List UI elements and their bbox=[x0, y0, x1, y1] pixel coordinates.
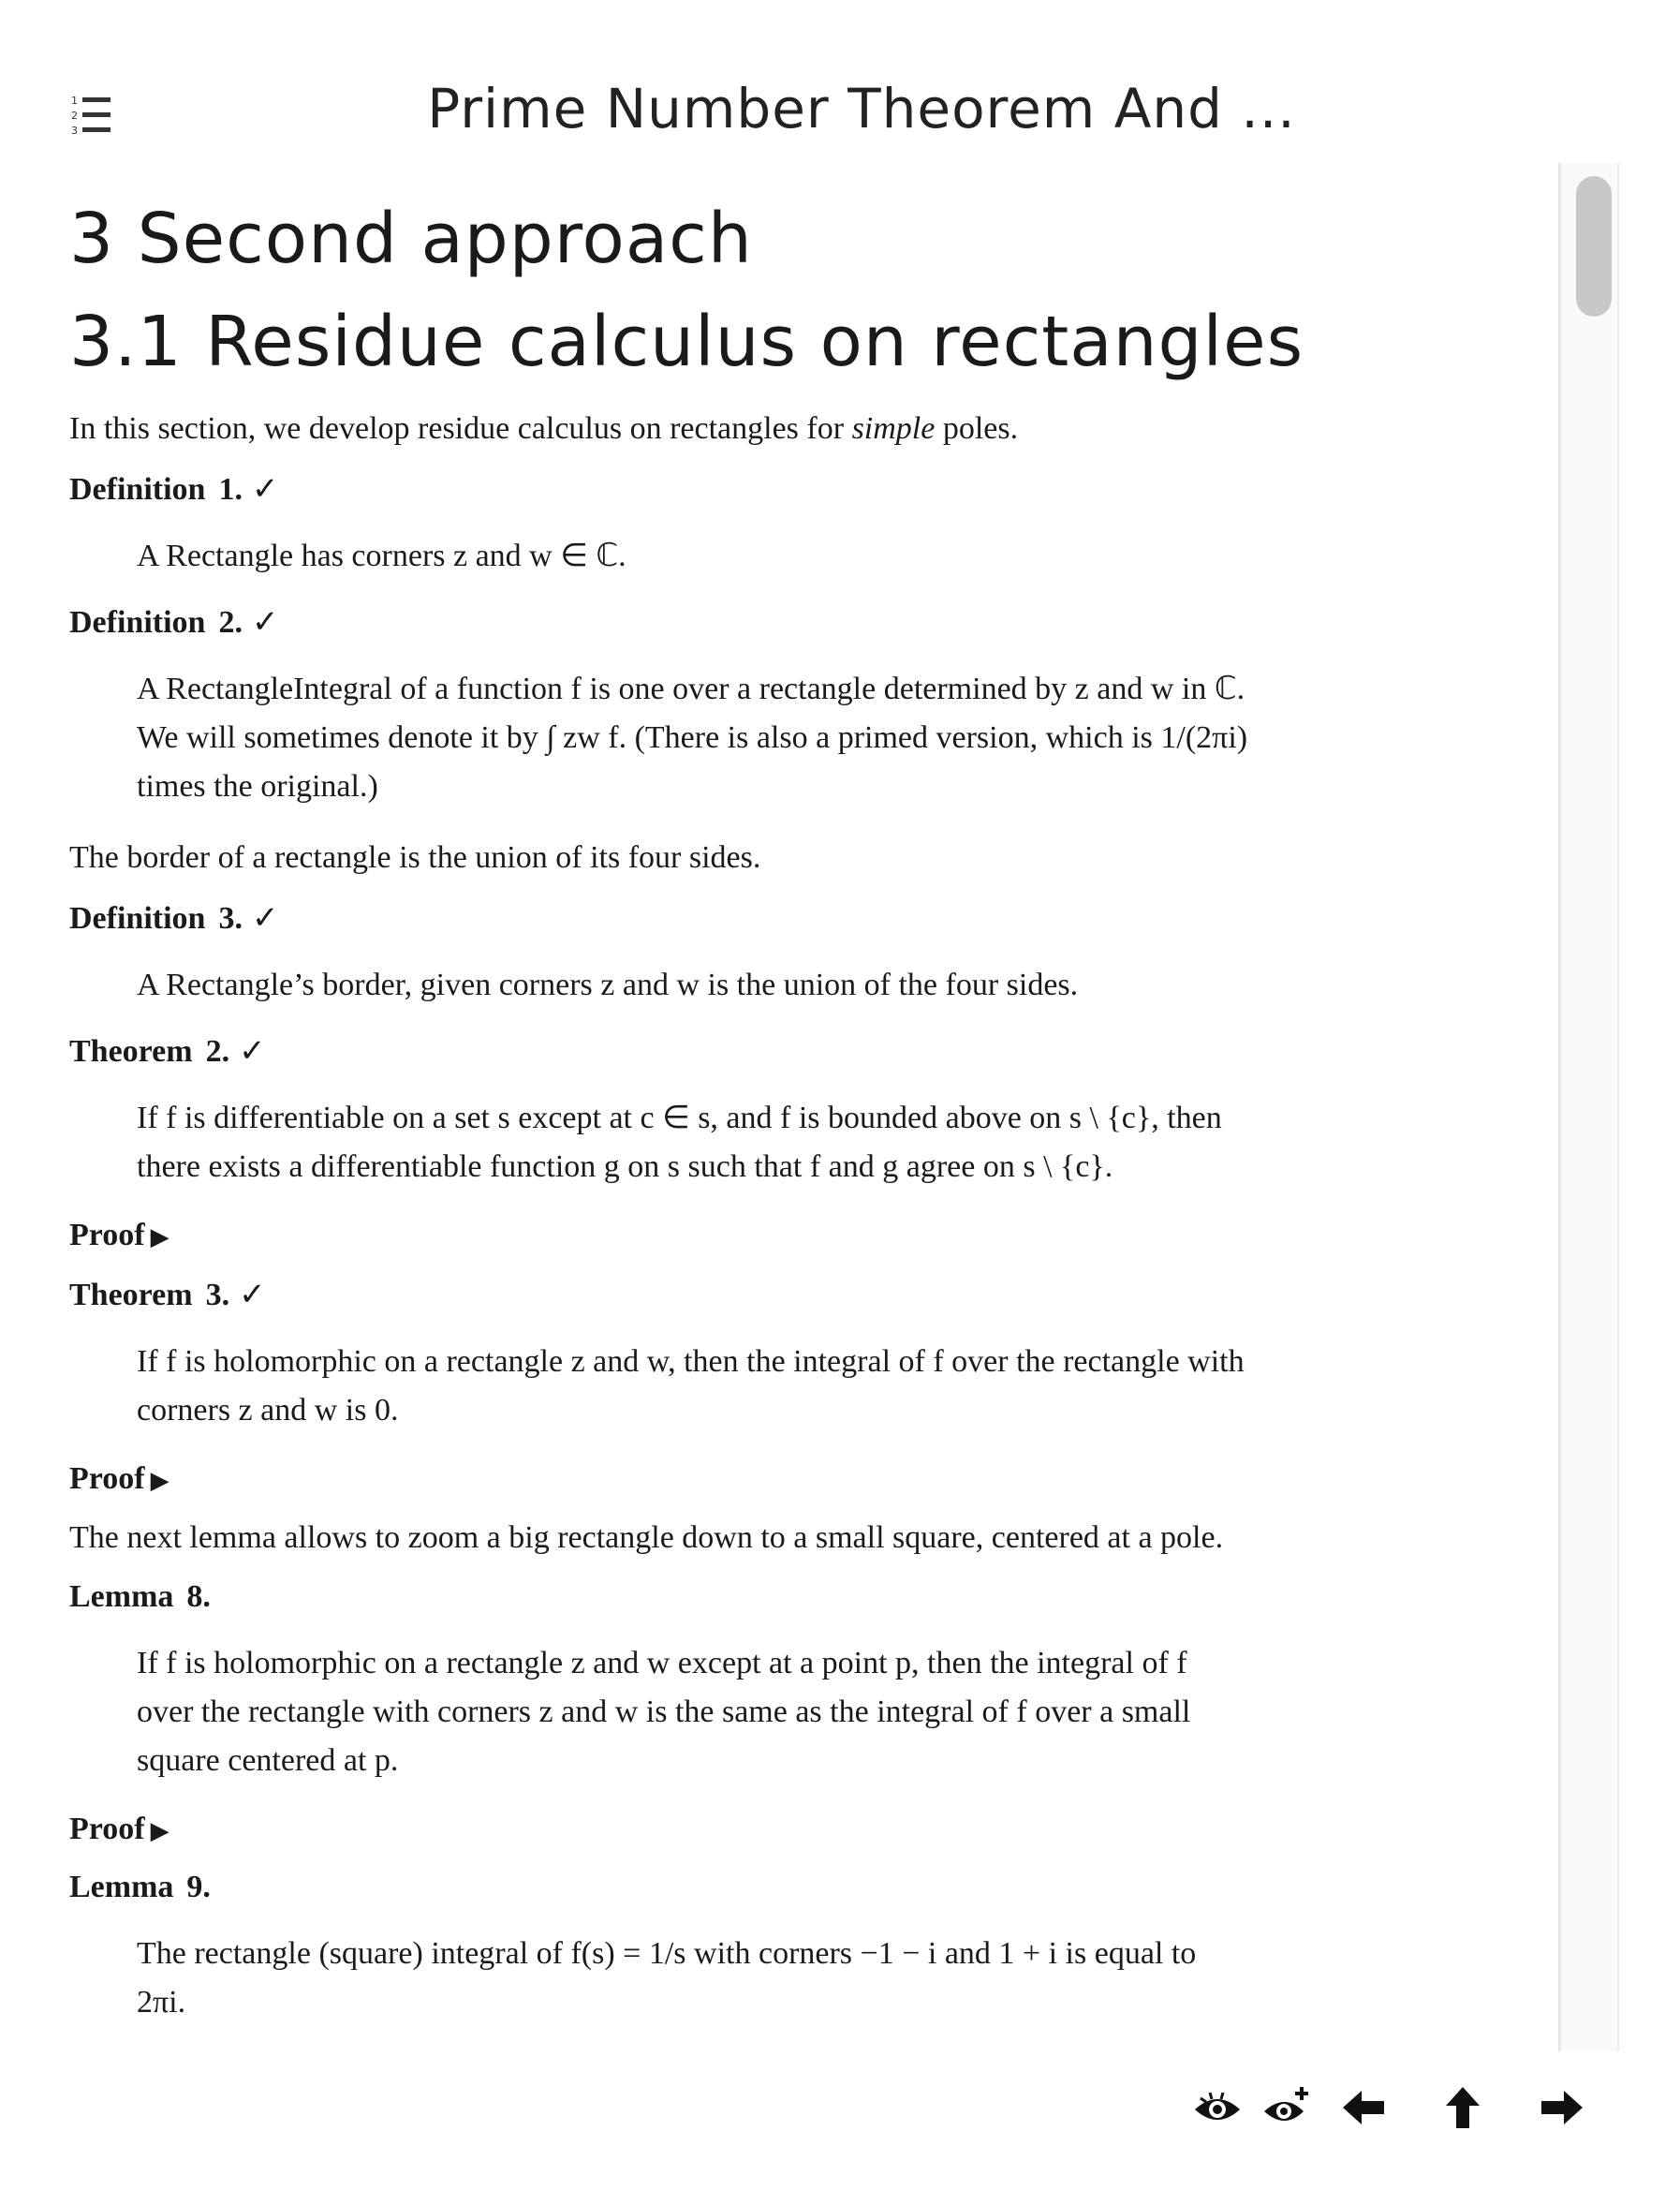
numbered-list-icon[interactable] bbox=[71, 94, 112, 137]
checkmark-icon: ✓ bbox=[251, 605, 279, 640]
bottom-nav-bar bbox=[0, 2051, 1680, 2205]
checkmark-icon: ✓ bbox=[251, 901, 279, 936]
expand-triangle-icon: ▶ bbox=[150, 1467, 169, 1494]
definition-1-body: A Rectangle has corners z and w ∈ ℂ. bbox=[137, 539, 626, 573]
checkmark-icon: ✓ bbox=[239, 1278, 266, 1312]
expand-triangle-icon: ▶ bbox=[150, 1223, 169, 1250]
proof-toggle[interactable]: Proof ▶ bbox=[69, 1812, 169, 1846]
document-title: Prime Number Theorem And ... bbox=[427, 77, 1296, 141]
lemma-9-heading: Lemma 9. bbox=[69, 1870, 211, 1904]
expand-triangle-icon: ▶ bbox=[150, 1817, 169, 1844]
toggle-notes-icon[interactable] bbox=[1260, 2081, 1313, 2134]
svg-text:3: 3 bbox=[71, 125, 78, 137]
definition-2-body: A RectangleIntegral of a function f is one over a rectangle determined by z and w in ℂ. We will sometimes denote it by ∫ zw f. (There is also a primed version, which is 1/(2πi) times the original.) bbox=[137, 672, 1248, 804]
intro-paragraph: In this section, we develop residue calculus on rectangles for simple poles. bbox=[69, 411, 1019, 446]
svg-text:2: 2 bbox=[71, 110, 78, 122]
svg-text:1: 1 bbox=[71, 95, 78, 107]
definition-3-heading: Definition 3. ✓ bbox=[69, 901, 279, 936]
theorem-2-body: If f is differentiable on a set s except at c ∈ s, and f is bounded above on s \ {c}, then there exists a differentiable function g on s such that f and g agree on s \ {c}. bbox=[137, 1101, 1222, 1184]
section-heading: 3.1 Residue calculus on rectangles bbox=[69, 302, 1304, 382]
toggle-proofs-icon[interactable] bbox=[1191, 2081, 1244, 2134]
next-arrow-icon[interactable] bbox=[1536, 2081, 1588, 2134]
zoom-paragraph: The next lemma allows to zoom a big rectangle down to a small square, centered at a pole. bbox=[69, 1520, 1224, 1555]
checkmark-icon: ✓ bbox=[251, 472, 279, 507]
main-content bbox=[69, 187, 1549, 2051]
proof-toggle[interactable]: Proof ▶ bbox=[69, 1461, 169, 1496]
definition-2-heading: Definition 2. ✓ bbox=[69, 605, 279, 640]
border-paragraph: The border of a rectangle is the union of its four sides. bbox=[69, 840, 761, 875]
scrollbar-thumb[interactable] bbox=[1576, 176, 1612, 317]
scrollbar-track[interactable] bbox=[1558, 163, 1619, 2051]
checkmark-icon: ✓ bbox=[239, 1034, 266, 1069]
up-arrow-icon[interactable] bbox=[1437, 2081, 1489, 2134]
lemma-9-body: The rectangle (square) integral of f(s) = 1/s with corners −1 − i and 1 + i is equal to 2πi. bbox=[137, 1936, 1197, 2020]
definition-1-heading: Definition 1. ✓ bbox=[69, 472, 279, 507]
theorem-3-body: If f is holomorphic on a rectangle z and w, then the integral of f over the rectangle with corners z and w is 0. bbox=[137, 1344, 1245, 1428]
lemma-8-heading: Lemma 8. bbox=[69, 1579, 211, 1614]
theorem-3-heading: Theorem 3. ✓ bbox=[69, 1278, 266, 1312]
proof-toggle[interactable]: Proof ▶ bbox=[69, 1218, 169, 1252]
chapter-heading: 3 Second approach bbox=[69, 199, 753, 279]
top-bar bbox=[0, 0, 1680, 159]
definition-3-body: A Rectangle’s border, given corners z and w is the union of the four sides. bbox=[137, 968, 1079, 1002]
previous-arrow-icon[interactable] bbox=[1337, 2081, 1390, 2134]
theorem-2-heading: Theorem 2. ✓ bbox=[69, 1034, 266, 1069]
lemma-8-body: If f is holomorphic on a rectangle z and w except at a point p, then the integral of f over the rectangle with corners z and w is the same as the integral of f over a small square centered at p. bbox=[137, 1646, 1191, 1778]
